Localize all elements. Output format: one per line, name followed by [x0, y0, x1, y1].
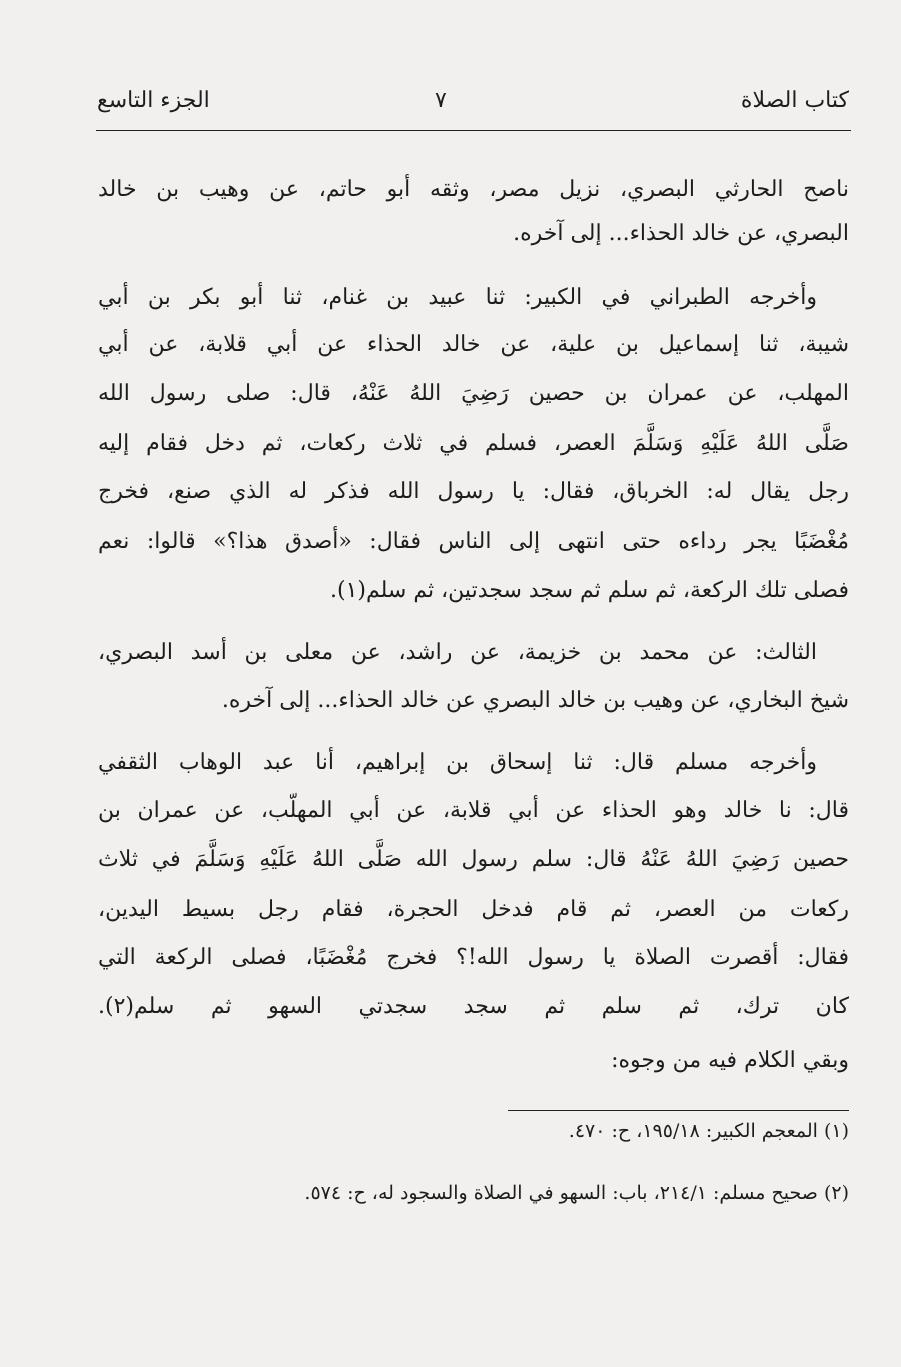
footnote-1: (١) المعجم الكبير: ١٩٥/١٨، ح: ٤٧٠.	[568, 1120, 849, 1142]
footnote-2: (٢) صحيح مسلم: ٢١٤/١، باب: السهو في الصلاة والسجود له، ح: ٥٧٤.	[304, 1182, 849, 1204]
page-number: ٧	[435, 88, 447, 113]
text-line: شيبة، ثنا إسماعيل بن علية، عن خالد الحذاء عن أبي قلابة، عن أبي	[98, 332, 849, 357]
running-header-volume: الجزء التاسع	[97, 88, 210, 113]
text-line: وأخرجه الطبراني في الكبير: ثنا عبيد بن غنام، ثنا أبو بكر بن أبي	[98, 285, 817, 310]
header-rule	[96, 130, 851, 131]
text-line: مُغْضَبًا يجر رداءه حتى انتهى إلى الناس فقال: «أصدق هذا؟» قالوا: نعم	[98, 529, 849, 554]
text-line: رجل يقال له: الخرباق، فقال: يا رسول الله فذكر له الذي صنع، فخرج	[98, 479, 849, 504]
footnote-separator	[508, 1110, 849, 1111]
text-line: وأخرجه مسلم قال: ثنا إسحاق بن إبراهيم، أنا عبد الوهاب الثقفي	[98, 750, 817, 775]
text-line: ناصح الحارثي البصري، نزيل مصر، وثقه أبو حاتم، عن وهيب بن خالد	[98, 177, 849, 202]
running-header-book-title: كتاب الصلاة	[740, 88, 849, 113]
text-line: شيخ البخاري، عن وهيب بن خالد البصري عن خالد الحذاء... إلى آخره.	[221, 688, 849, 713]
text-line: البصري، عن خالد الحذاء... إلى آخره.	[513, 221, 849, 246]
text-line: فقال: أقصرت الصلاة يا رسول الله!؟ فخرج مُغْضَبًا، فصلى الركعة التي	[98, 945, 849, 970]
text-line: المهلب، عن عمران بن حصين رَضِيَ اللهُ عَنْهُ، قال: صلى رسول الله	[98, 381, 849, 406]
text-line: صَلَّى اللهُ عَلَيْهِ وَسَلَّمَ العصر، فسلم في ثلاث ركعات، ثم دخل فقام إليه	[98, 431, 849, 456]
text-line: ركعات من العصر، ثم قام فدخل الحجرة، فقام رجل بسيط اليدين،	[98, 897, 849, 922]
text-line: فصلى تلك الركعة، ثم سلم ثم سجد سجدتين، ثم سلم(١).	[329, 578, 849, 603]
text-line: كان ترك، ثم سلم ثم سجد سجدتي السهو ثم سلم(٢).	[98, 994, 849, 1019]
text-line: قال: نا خالد وهو الحذاء عن أبي قلابة، عن أبي المهلّب، عن عمران بن	[98, 798, 849, 823]
text-line: وبقي الكلام فيه من وجوه:	[611, 1048, 849, 1073]
text-line: الثالث: عن محمد بن خزيمة، عن راشد، عن معلى بن أسد البصري،	[98, 640, 817, 665]
text-line: حصين رَضِيَ اللهُ عَنْهُ قال: سلم رسول الله صَلَّى اللهُ عَلَيْهِ وَسَلَّمَ في ثلاث	[98, 847, 849, 872]
